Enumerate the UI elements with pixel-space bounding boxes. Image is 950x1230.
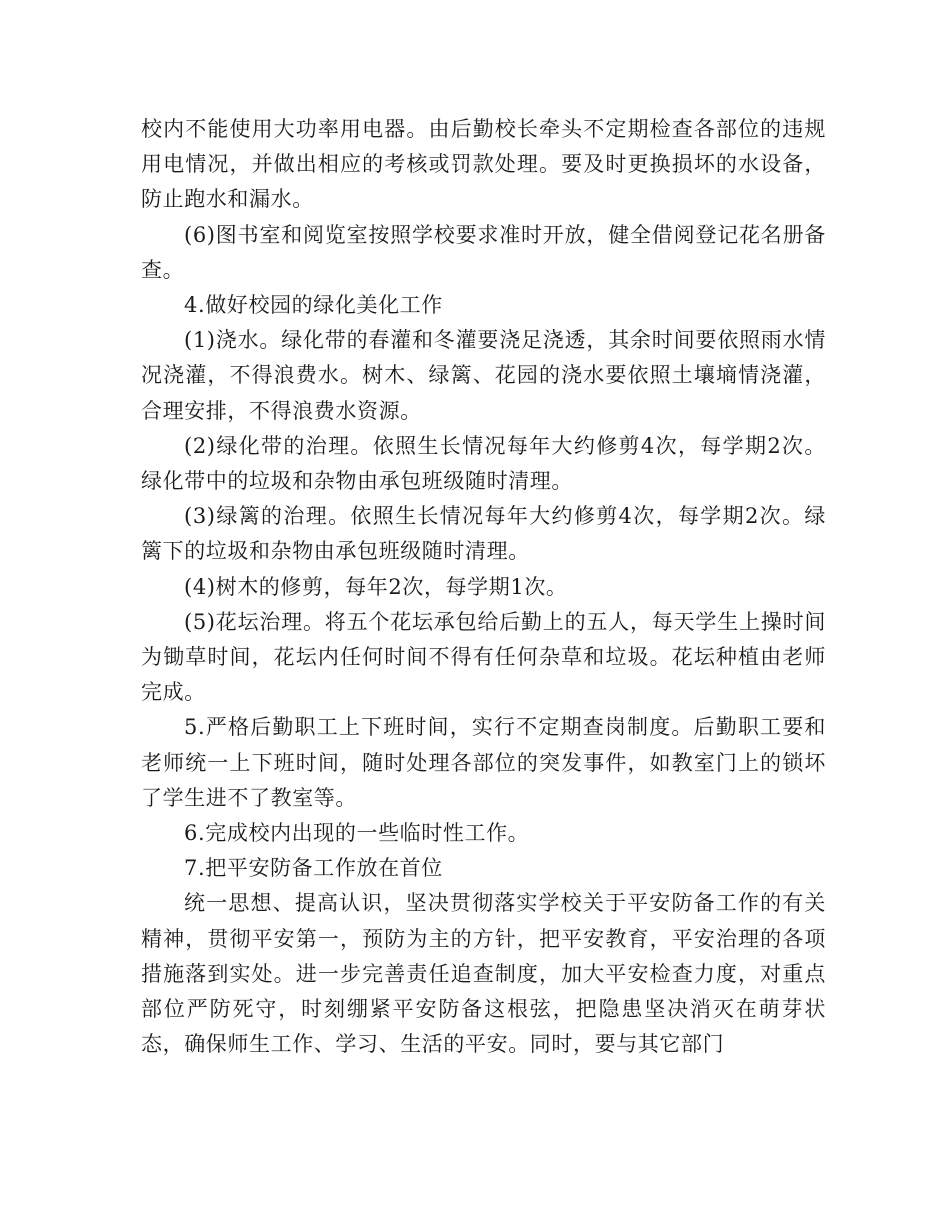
paragraph-flower-bed: (5)花坛治理。将五个花坛承包给后勤上的五人，每天学生上操时间为锄草时间，花坛内任何时间不得有任何杂草和垃圾。花坛种植由老师完成。 xyxy=(141,609,826,705)
paragraph-tree-pruning: (4)树木的修剪，每年2次，每学期1次。 xyxy=(184,574,568,599)
document-body xyxy=(141,112,826,1062)
paragraph-hedge: (3)绿篱的治理。依照生长情况每年大约修剪4次，每学期2次。绿篱下的垃圾和杂物由承包班级随时清理。 xyxy=(141,504,826,564)
section-heading-7: 7.把平安防备工作放在首位 xyxy=(184,856,443,881)
paragraph-safety: 统一思想、提高认识，坚决贯彻落实学校关于平安防备工作的有关精神，贯彻平安第一，预防为主的方针，把平安教育，平安治理的各项措施落到实处。进一步完善责任追查制度，加大平安检查力度，对重点部位严防死守，时刻绷紧平安防备这根弦，把隐患坚决消灭在萌芽状态，确保师生工作、学习、生活的平安。同时，要与其它部门 xyxy=(141,891,826,1057)
paragraph-watering: (1)浇水。绿化带的春灌和冬灌要浇足浇透，其余时间要依照雨水情况浇灌，不得浪费水。树木、绿篱、花园的浇水要依照土壤墒情浇灌，合理安排，不得浪费水资源。 xyxy=(141,328,826,423)
paragraph-green-belt: (2)绿化带的治理。依照生长情况每年大约修剪4次，每学期2次。绿化带中的垃圾和杂物由承包班级随时清理。 xyxy=(141,433,826,494)
paragraph-1: 校内不能使用大功率用电器。由后勤校长牵头不定期检查各部位的违规用电情况，并做出相应的考核或罚款处理。要及时更换损坏的水设备，防止跑水和漏水。 xyxy=(141,117,826,212)
section-heading-6: 6.完成校内出现的一些临时性工作。 xyxy=(184,821,530,846)
paragraph-2: (6)图书室和阅览室按照学校要求准时开放，健全借阅登记花名册备查。 xyxy=(141,222,826,282)
section-heading-4: 4.做好校园的绿化美化工作 xyxy=(184,293,443,318)
section-heading-5: 5.严格后勤职工上下班时间，实行不定期查岗制度。后勤职工要和老师统一上下班时间，随时处理各部位的突发事件，如教室门上的锁坏了学生进不了教室等。 xyxy=(141,715,826,810)
